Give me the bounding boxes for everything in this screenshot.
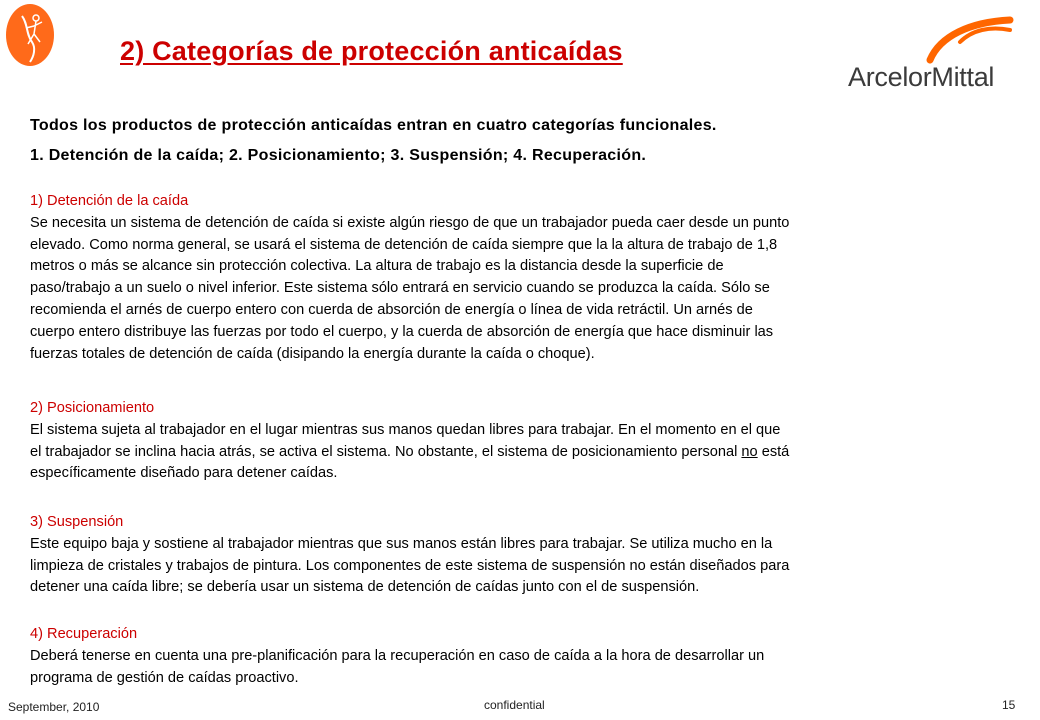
section-heading: 1) Detención de la caída	[30, 193, 189, 209]
categories-summary: 1. Detención de la caída; 2. Posicionamiento; 3. Suspensión; 4. Recuperación.	[30, 147, 647, 164]
paragraph-line: Se necesita un sistema de detención de caída si existe algún riesgo de que un trabajador pueda caer desde un punto	[30, 214, 790, 231]
paragraph-line: elevado. Como norma general, se usará el sistema de detención de caída siempre que la la altura de trabajo de 1,8	[30, 236, 778, 253]
climber-figure-icon	[6, 4, 54, 66]
paragraph-line: limpieza de cristales y trabajos de pintura. Los componentes de este sistema de suspensión no están diseñados para	[30, 557, 790, 574]
paragraph-line: programa de gestión de caídas proactivo.	[30, 669, 299, 686]
paragraph-line: Deberá tenerse en cuenta una pre-planificación para la recuperación en caso de caída a la hora de desarrollar un	[30, 647, 765, 664]
paragraph-line: detener una caída libre; se debería usar un sistema de detención de caídas junto con el de suspensión.	[30, 579, 700, 596]
paragraph-line: El sistema sujeta al trabajador en el lugar mientras sus manos quedan libres para trabajar. En el momento en el que	[30, 421, 781, 438]
footer-date: September, 2010	[8, 700, 100, 714]
section-heading: 2) Posicionamiento	[30, 400, 155, 416]
paragraph-line: paso/trabajo a un suelo o nivel inferior. Este sistema sólo entrará en servicio cuando se produzca la caída. Sólo se	[30, 280, 770, 297]
page-number: 15	[1002, 698, 1016, 712]
section-fall-arrest	[30, 191, 1025, 365]
paragraph-line: Este equipo baja y sostiene al trabajador mientras que sus manos están libres para trabajar. Se utiliza mucho en la	[30, 535, 773, 552]
brand-logo-text: ArcelorMittal	[848, 62, 995, 92]
section-recovery	[30, 624, 1025, 689]
emphasis-text: no	[741, 443, 758, 460]
page-title: 2) Categorías de protección anticaídas	[120, 36, 623, 66]
paragraph-line: recomienda el arnés de cuerpo entero con cuerda de absorción de energía o línea de vida retráctil. Un arnés de	[30, 301, 753, 318]
intro-line: Todos los productos de protección anticaídas entran en cuatro categorías funcionales.	[30, 117, 717, 134]
paragraph-line: específicamente diseñado para detener caídas.	[30, 465, 338, 482]
section-positioning	[30, 398, 1025, 485]
section-suspension	[30, 512, 1025, 599]
footer-confidential: confidential	[484, 698, 545, 712]
text-run: el trabajador se inclina hacia atrás, se activa el sistema. No obstante, el sistema de posicionamiento personal	[30, 443, 742, 460]
arcelormittal-swoosh-icon	[860, 14, 1020, 66]
paragraph-line: metros o más se alcance sin protección colectiva. La altura de trabajo es la distancia desde la superficie de	[30, 258, 724, 275]
safety-badge-logo	[6, 4, 54, 66]
paragraph-line: cuerpo entero distribuye las fuerzas por todo el cuerpo, y la cuerda de absorción de energía que hace disminuir las	[30, 323, 774, 340]
section-heading: 4) Recuperación	[30, 626, 138, 642]
paragraph-line	[30, 442, 1025, 464]
section-heading: 3) Suspensión	[30, 514, 124, 530]
paragraph-line: fuerzas totales de detención de caída (disipando la energía durante la caída o choque).	[30, 345, 595, 362]
text-run: está	[757, 443, 790, 460]
